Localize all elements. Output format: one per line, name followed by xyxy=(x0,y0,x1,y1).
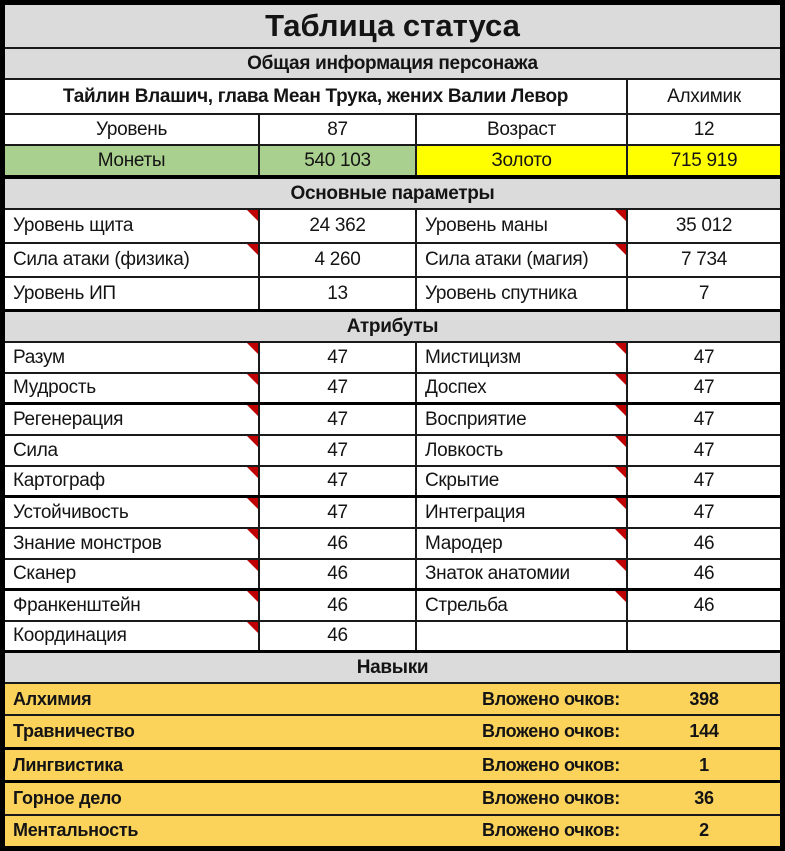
comment-indicator-icon xyxy=(615,210,626,221)
empty-cell xyxy=(417,622,628,650)
skills-header-row xyxy=(5,653,780,684)
comment-indicator-icon xyxy=(615,467,626,478)
comment-indicator-icon xyxy=(247,560,258,571)
comment-indicator-icon xyxy=(247,591,258,602)
attribute-label-cell xyxy=(5,622,260,650)
skills-list xyxy=(5,684,780,846)
mana-level-label-cell xyxy=(417,210,628,242)
attribute-label: Скрытие xyxy=(425,470,500,491)
shield-level-value-cell: 24 362 xyxy=(260,210,417,242)
comment-indicator-icon xyxy=(615,405,626,416)
level-value-cell: 87 xyxy=(260,115,417,144)
page-title: Таблица статуса xyxy=(5,5,780,47)
attribute-label: Мудрость xyxy=(13,377,96,398)
attribute-value-cell: 46 xyxy=(260,529,417,558)
comment-indicator-icon xyxy=(247,467,258,478)
attribute-value-cell: 47 xyxy=(260,405,417,434)
attribute-label-cell xyxy=(5,374,260,402)
skill-row xyxy=(5,750,780,783)
skill-points-value-cell: 2 xyxy=(628,816,780,846)
skill-points-label-cell: Вложено очков: xyxy=(417,750,628,780)
attribute-label: Знаток анатомии xyxy=(425,563,570,584)
attack-magic-value-cell: 7 734 xyxy=(680,249,728,270)
comment-indicator-icon xyxy=(247,405,258,416)
skill-points-label-cell: Вложено очков: xyxy=(417,684,628,714)
skill-points-label-cell: Вложено очков: xyxy=(417,716,628,746)
attribute-value-cell: 47 xyxy=(260,467,417,495)
params-row xyxy=(5,210,780,244)
attribute-value-cell: 47 xyxy=(693,408,715,430)
params-row xyxy=(5,278,780,312)
general-info-header-row xyxy=(5,49,780,80)
skill-points-label-cell: Вложено очков: xyxy=(417,816,628,846)
attribute-value-cell: 47 xyxy=(693,377,715,398)
attribute-row xyxy=(5,405,780,436)
comment-indicator-icon xyxy=(247,498,258,509)
comment-indicator-icon xyxy=(247,529,258,540)
attack-physical-label-cell xyxy=(5,244,260,276)
attribute-label-cell xyxy=(5,343,260,372)
coins-label-cell: Монеты xyxy=(5,146,260,175)
params-section-title: Основные параметры xyxy=(5,179,780,208)
comment-indicator-icon xyxy=(615,529,626,540)
attribute-value-cell: 47 xyxy=(693,439,715,461)
skill-name-cell: Лингвистика xyxy=(5,750,417,780)
attribute-label-cell xyxy=(417,560,628,588)
name-row xyxy=(5,80,780,115)
attribute-value-cell: 47 xyxy=(260,436,417,465)
attribute-row xyxy=(5,374,780,405)
attribute-value-cell: 46 xyxy=(260,560,417,588)
attribute-label-cell xyxy=(417,436,628,465)
attribute-label-cell xyxy=(5,591,260,620)
skill-row xyxy=(5,783,780,815)
gold-value-cell: 715 919 xyxy=(628,146,780,175)
mana-level-value-cell: 35 012 xyxy=(675,215,733,236)
attribute-label: Мистицизм xyxy=(425,346,521,368)
attribute-label-cell xyxy=(5,560,260,588)
skill-row xyxy=(5,816,780,846)
comment-indicator-icon xyxy=(615,374,626,385)
attribute-value-cell: 46 xyxy=(693,563,715,584)
attribute-value-cell: 47 xyxy=(260,374,417,402)
attribute-label: Доспех xyxy=(425,377,487,398)
attribute-label-cell xyxy=(417,529,628,558)
attribute-value-cell: 47 xyxy=(693,346,715,368)
attribute-label-cell xyxy=(417,467,628,495)
attribute-label: Картограф xyxy=(13,470,105,491)
attribute-value-cell: 47 xyxy=(260,498,417,527)
attribute-value-cell: 47 xyxy=(693,501,715,523)
skills-section-title: Навыки xyxy=(5,653,780,682)
comment-indicator-icon xyxy=(615,591,626,602)
attribute-value-cell: 46 xyxy=(693,532,715,554)
skill-name-cell: Травничество xyxy=(5,716,417,746)
comment-indicator-icon xyxy=(247,343,258,354)
comment-indicator-icon xyxy=(615,436,626,447)
attribute-label-cell xyxy=(417,591,628,620)
attribute-label-cell xyxy=(417,343,628,372)
character-class-cell: Алхимик xyxy=(667,85,741,107)
attribute-value-cell: 46 xyxy=(260,591,417,620)
gold-label-cell: Золото xyxy=(417,146,628,175)
coins-value-cell: 540 103 xyxy=(260,146,417,175)
attribute-label-cell xyxy=(417,374,628,402)
level-label-cell: Уровень xyxy=(5,115,260,144)
empty-cell xyxy=(628,622,780,650)
companion-level-value-cell: 7 xyxy=(698,282,710,304)
skill-points-value-cell: 36 xyxy=(628,783,780,813)
attribute-label-cell xyxy=(5,529,260,558)
attribute-row xyxy=(5,622,780,653)
attribute-row xyxy=(5,343,780,374)
comment-indicator-icon xyxy=(247,244,258,255)
attribute-label-cell xyxy=(417,498,628,527)
attribute-label: Сканер xyxy=(13,563,76,584)
attribute-value-cell: 47 xyxy=(693,470,715,491)
comment-indicator-icon xyxy=(615,343,626,354)
comment-indicator-icon xyxy=(247,374,258,385)
coins-gold-row xyxy=(5,146,780,179)
attribute-label: Восприятие xyxy=(425,408,527,430)
param-label: Уровень щита xyxy=(13,215,134,236)
attribute-label: Знание монстров xyxy=(13,532,162,554)
attribute-label: Сила xyxy=(13,439,58,461)
age-value-cell: 12 xyxy=(693,118,715,140)
attribute-row xyxy=(5,436,780,467)
attribute-label-cell xyxy=(5,436,260,465)
comment-indicator-icon xyxy=(615,498,626,509)
companion-level-label-cell: Уровень спутника xyxy=(417,278,628,309)
comment-indicator-icon xyxy=(615,244,626,255)
attribute-row xyxy=(5,467,780,498)
attribute-label: Разум xyxy=(13,346,65,368)
skill-name-cell: Алхимия xyxy=(5,684,417,714)
attack-physical-value-cell: 4 260 xyxy=(260,244,417,276)
attribute-row xyxy=(5,591,780,622)
ip-level-value-cell: 13 xyxy=(260,278,417,309)
attribute-label: Интеграция xyxy=(425,501,526,523)
attribute-label: Ловкость xyxy=(425,439,503,461)
params-row xyxy=(5,244,780,278)
age-label-cell: Возраст xyxy=(417,115,628,144)
attribute-value-cell: 46 xyxy=(693,594,715,616)
attribute-row xyxy=(5,498,780,529)
comment-indicator-icon xyxy=(247,622,258,633)
general-info-section-title: Общая информация персонажа xyxy=(5,49,780,78)
attribute-label: Регенерация xyxy=(13,408,124,430)
comment-indicator-icon xyxy=(247,210,258,221)
attribute-label: Координация xyxy=(13,625,127,646)
attribute-label-cell xyxy=(417,405,628,434)
attribute-label-cell xyxy=(5,498,260,527)
comment-indicator-icon xyxy=(615,560,626,571)
skill-name-cell: Горное дело xyxy=(5,783,417,813)
attribute-label-cell xyxy=(5,467,260,495)
param-label: Уровень маны xyxy=(425,215,548,236)
attribute-value-cell: 46 xyxy=(260,622,417,650)
attribute-label-cell xyxy=(5,405,260,434)
shield-level-label-cell xyxy=(5,210,260,242)
level-age-row xyxy=(5,115,780,146)
skill-points-label-cell: Вложено очков: xyxy=(417,783,628,813)
character-name-cell: Тайлин Влашич, глава Меан Трука, жених Валии Левор xyxy=(5,80,628,113)
skill-row xyxy=(5,716,780,749)
attribute-label: Франкенштейн xyxy=(13,594,141,616)
param-label: Сила атаки (физика) xyxy=(13,249,190,270)
attributes-section-title: Атрибуты xyxy=(5,312,780,341)
attribute-value-cell: 47 xyxy=(260,343,417,372)
attack-magic-label-cell xyxy=(417,244,628,276)
param-label: Сила атаки (магия) xyxy=(425,249,589,270)
ip-level-label-cell: Уровень ИП xyxy=(5,278,260,309)
skill-row xyxy=(5,684,780,716)
attribute-row xyxy=(5,560,780,591)
skill-points-value-cell: 144 xyxy=(628,716,780,746)
skill-points-value-cell: 398 xyxy=(628,684,780,714)
skill-name-cell: Ментальность xyxy=(5,816,417,846)
attribute-row xyxy=(5,529,780,560)
title-row xyxy=(5,5,780,49)
attribute-label: Мародер xyxy=(425,532,503,554)
attribute-label: Устойчивость xyxy=(13,501,129,523)
comment-indicator-icon xyxy=(247,436,258,447)
skill-points-value-cell: 1 xyxy=(628,750,780,780)
attributes-header-row xyxy=(5,312,780,343)
params-header-row xyxy=(5,179,780,210)
attribute-label: Стрельба xyxy=(425,594,508,616)
